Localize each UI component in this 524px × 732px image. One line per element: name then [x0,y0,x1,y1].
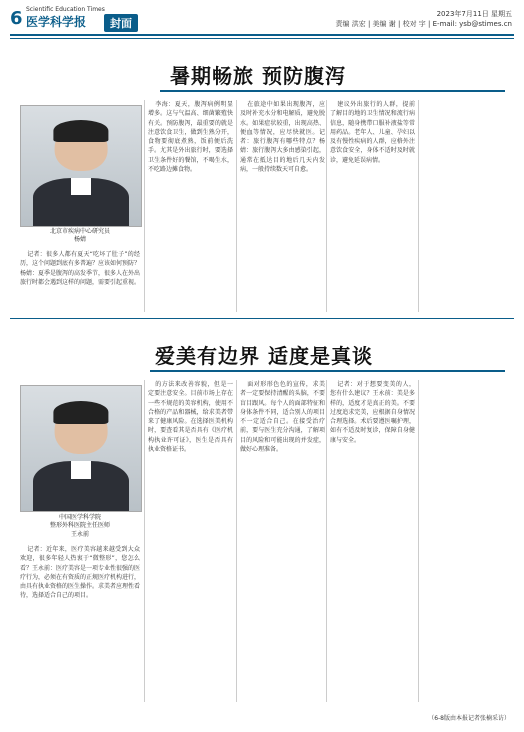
logo-latin: Scientific Education Times [26,6,105,13]
contact-info: 责编 洪宏 | 美编 谢 | 校对 宇 | E-mail: ysb@stimes.cn [335,19,512,28]
col-divider [418,380,419,702]
issue-info [336,10,512,30]
article2-col3: 面对形形色色的宣传，求美者一定要保持清醒的头脑，不要盲目跟风。每个人的面部特征和身体条件不同，适合别人的项目不一定适合自己。在接受治疗前，要与医生充分沟通，了解项目的风险和可能出现的并发症，做好心理准备。 [240,381,325,454]
article2-photo-caption [20,514,140,539]
col-divider [326,100,327,312]
col-divider [418,100,419,312]
article1-col1: 记者：很多人都有夏天“吃坏了肚子”的经历，这个问题到底有多普遍？应该如何预防？杨婧：夏季是腹泻的高发季节，很多人在外出旅行时都会遇到这样的问题，需要引起重视。 [20,251,140,286]
caption-name: 杨婧 [73,236,86,244]
col-divider [236,100,237,312]
caption-affiliation: 中国医学科学院 [58,514,101,521]
article2-title-rule [150,370,505,372]
page-header [0,0,524,40]
article1-title-rule [160,90,505,92]
header-rule [10,34,514,36]
col-divider [326,380,327,702]
article1-photo-caption [20,228,140,245]
caption-title: 整形外科医院主任医师 [49,522,110,530]
page-number: 6 [10,8,23,29]
person-hair [53,120,108,142]
section-tag: 封面 [104,14,138,32]
logo-text: 医学科学报 [26,15,87,29]
col-divider [144,380,145,702]
caption-name: 王永前 [70,530,89,538]
article1-col4-a: 建议外出旅行的人群，提前了解目的地的卫生情况和流行病信息，随身携带口服补液盐等常用药品。老年人、儿童、孕妇以及有慢性疾病的人群，应格外注意饮食安全，身体不适时及时就诊，避免延误病情。 [330,101,415,164]
article2-title: 爱美有边界 适度是真谈 [155,344,373,368]
article2-col2: 的方法来改善容貌，但是一定要注意安全。目前市场上存在一些不规范的美容机构，使用不合格的产品和器械，给求美者带来了健康风险。在选择医美机构时，要查看其是否具有《医疗机构执业许可证》，医生是否具有执业资格证书。 [148,381,233,454]
footer-note: （6-8版由本报记者张楠采访） [428,715,510,722]
article1-title: 暑期畅旅 预防腹泻 [170,64,346,88]
person-collar [71,461,90,479]
person-collar [71,178,90,195]
issue-date: 2023年7月11日 星期五 [436,10,512,18]
article1-col3: 在旅途中如果出现腹泻，应及时补充水分和电解质，避免脱水。如果症状较重，出现高热、便血等情况，应尽快就医。记者：旅行腹泻有哪些特点？杨婧：旅行腹泻大多由感染引起，通常在抵达目的地后几天内发病，一般持续数天可自愈。 [240,101,325,174]
col-divider [236,380,237,702]
article1-photo [20,105,142,227]
person-hair [53,401,108,424]
header-rule-thin [10,38,514,39]
col-divider [144,100,145,312]
article2-col1: 记者：近年来，医疗美容越来越受到大众欢迎，很多年轻人热衷于“微整形”，您怎么看？王永前：医疗美容是一项专业性很强的医疗行为，必须在有资质的正规医疗机构进行，由具有执业资格的医生操作。求美者应理性看待，选择适合自己的项目。 [20,546,140,600]
article2-photo [20,385,142,512]
caption-affiliation: 北京市疾病中心研究员 [49,228,110,235]
article1-col2: 李海：夏天，腹泻病例明显增多。这与气温高、细菌繁殖快有关。预防腹泻，最重要的就是注意饮食卫生，做到生熟分开，食物要彻底煮熟，饭前便后洗手。尤其是外出旅行时，要选择卫生条件好的餐馆，不喝生水，不吃路边摊食物。 [148,101,233,174]
article2-col4: 记者：对于想要变美的人，您有什么建议？王永前：美是多样的，适度才是真正的美。不要过度追求完美，应根据自身情况合理选择。术后要遵医嘱护理，如有不适及时复诊，保障自身健康与安全。 [330,381,415,444]
article-separator [10,318,514,319]
